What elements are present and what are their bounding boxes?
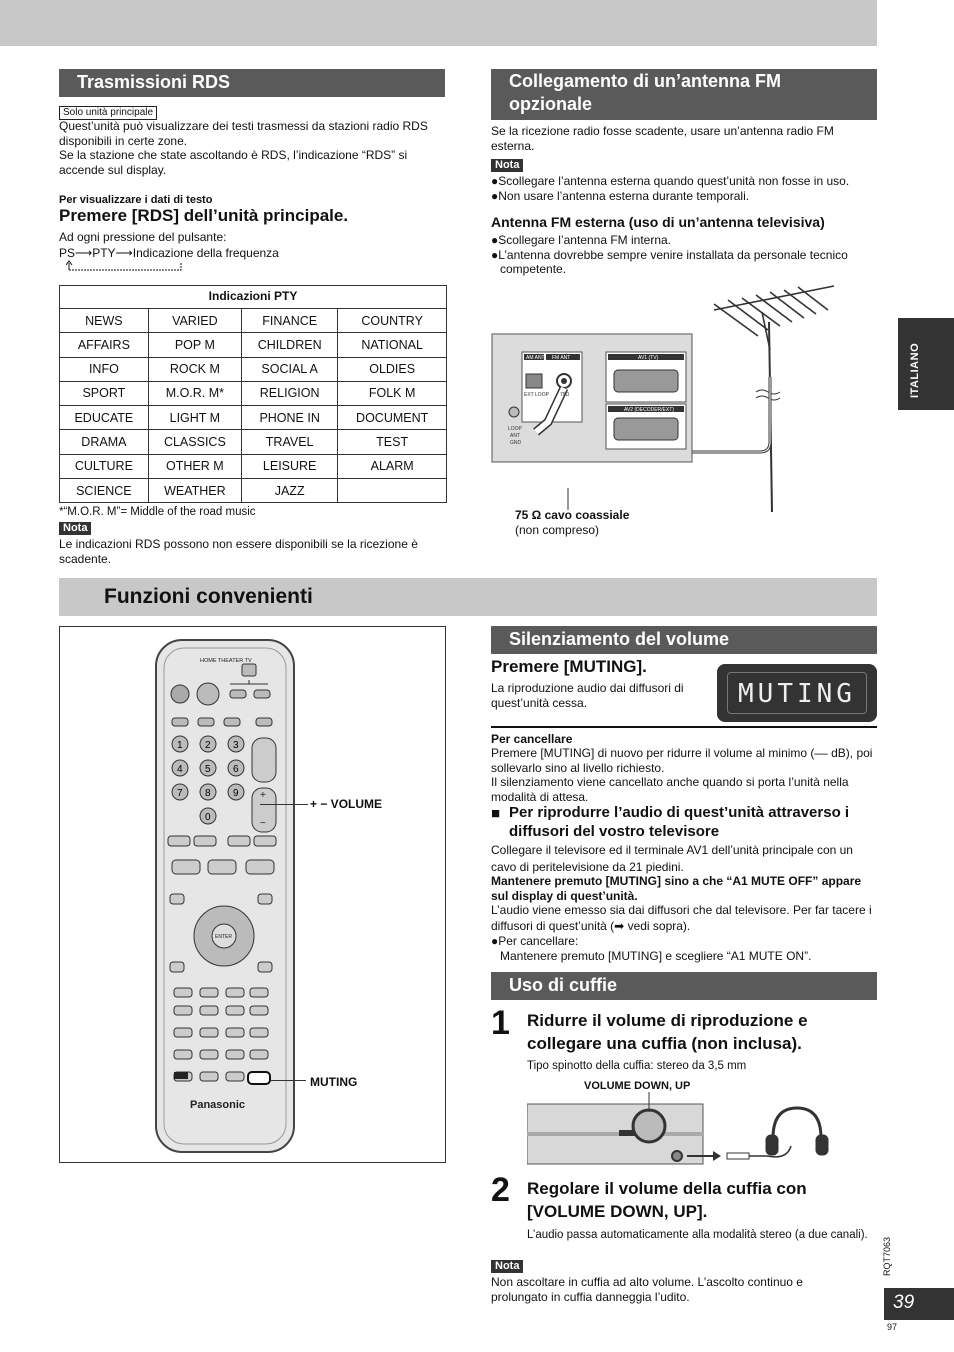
- remote-digit-label: 8: [205, 788, 211, 799]
- svg-text:−: −: [260, 818, 266, 829]
- ant-label: ANT: [510, 433, 520, 439]
- step1-number: 1: [491, 1004, 510, 1042]
- volume-callout-line: [260, 804, 308, 805]
- headphone-jack-icon: [672, 1151, 682, 1161]
- tv-text2: L’audio viene emesso sia dai diffusori che dal televisore. Per far tacere i diffusori di quest’unità (➡ vedi sopra).: [491, 903, 872, 933]
- pty-table: [59, 285, 447, 503]
- small-page-number: 97: [887, 1322, 898, 1332]
- fm-nota-badge: Nota: [491, 157, 523, 173]
- language-tab: ITALIANO: [898, 318, 954, 410]
- remote-small-button: [250, 1028, 268, 1037]
- loop-label: LOOP: [508, 426, 522, 432]
- muting-header: Silenziamento del volume: [491, 626, 877, 654]
- remote-enter-label: ENTER: [215, 934, 232, 940]
- pty-cell: EDUCATE: [60, 406, 149, 430]
- square-bullet-icon: ■: [491, 805, 501, 822]
- tv-bold: Mantenere premuto [MUTING] sino a che “A1 MUTE OFF” appare sul display di quest’unità.: [491, 874, 862, 903]
- step1-note: Tipo spinotto della cuffia: stereo da 3,5 mm: [527, 1060, 747, 1072]
- fm-intro: Se la ricezione radio fosse scadente, usare un’antenna radio FM esterna.: [491, 124, 834, 153]
- remote-brand: Panasonic: [190, 1099, 246, 1111]
- rds-nota-text: Le indicazioni RDS possono non essere disponibili se la ricezione è scadente.: [59, 537, 418, 566]
- pty-row: [60, 357, 447, 381]
- remote-digit-label: 0: [205, 812, 211, 823]
- remote-digit-label: 1: [177, 740, 183, 751]
- muting-desc: La riproduzione audio dai diffusori di quest’unità cessa.: [491, 681, 684, 710]
- remote-digit-label: 3: [233, 740, 239, 751]
- page-number: 39: [884, 1288, 954, 1320]
- fm-ant-label: FM ANT: [552, 355, 571, 361]
- muting-callout-line: [270, 1080, 306, 1081]
- tv-antenna-icon: [714, 286, 834, 512]
- remote-digit-label: 4: [177, 764, 183, 775]
- pty-cell: SPORT: [60, 381, 149, 405]
- remote-ht-label: HOME THEATER TV: [200, 658, 252, 664]
- step1-text: Ridurre il volume di riproduzione e collegare una cuffia (non inclusa).: [527, 1011, 808, 1053]
- rds-intro: Quest’unità può visualizzare dei testi trasmessi da stazioni radio RDS disponibili in certe zone. Se la stazione che state ascoltando è RDS, l’indicazione “RDS” si accende sul display.: [59, 119, 428, 177]
- cycle-arrow-icon: [66, 260, 184, 272]
- tv-title: Per riprodurre l’audio di quest’unità attraverso i diffusori del vostro televisore: [509, 804, 850, 840]
- step2-text: Regolare il volume della cuffia con [VOLUME DOWN, UP].: [527, 1179, 807, 1221]
- remote-small-button: [174, 988, 192, 997]
- remote-small-button: [200, 1072, 218, 1081]
- pty-row: [60, 430, 447, 454]
- remote-digit-label: 9: [233, 788, 239, 799]
- pty-cell: ROCK M: [148, 357, 241, 381]
- pty-cell: JAZZ: [242, 479, 338, 503]
- pty-cell: CLASSICS: [148, 430, 241, 454]
- rds-press: Premere [RDS] dell’unità principale.: [59, 206, 349, 225]
- remote-small-button: [226, 1072, 244, 1081]
- fm-antenna-diagram: [488, 282, 880, 512]
- pty-cell: SOCIAL A: [242, 357, 338, 381]
- pty-cell: TRAVEL: [242, 430, 338, 454]
- remote-small-button: [174, 1006, 192, 1015]
- pty-cell: TEST: [338, 430, 447, 454]
- cancel-text: Premere [MUTING] di nuovo per ridurre il volume al minimo (–– dB), poi sollevarlo sino al livello richiesto. Il silenziamento viene cancellato anche quando si porta l’unità nella modalità di attesa.: [491, 746, 873, 804]
- rds-tag: Solo unità principale: [59, 104, 157, 120]
- rds-cycle: PS⟶PTY⟶Indicazione della frequenza: [59, 246, 279, 260]
- pty-cell: M.O.R. M*: [148, 381, 241, 405]
- pty-row: [60, 454, 447, 478]
- remote-digit-label: 5: [205, 764, 211, 775]
- pty-cell: DOCUMENT: [338, 406, 447, 430]
- pty-cell: NATIONAL: [338, 333, 447, 357]
- remote-small-button: [226, 1028, 244, 1037]
- muting-display: MUTING: [717, 664, 877, 722]
- cuffie-nota-text: Non ascoltare in cuffia ad alto volume. L’ascolto continuo e prolungato in cuffia danneggia l’udito.: [491, 1275, 803, 1304]
- remote-small-button: [200, 1050, 218, 1059]
- tv-cancel: ●Per cancellare: Mantenere premuto [MUTING] e scegliere “A1 MUTE ON”.: [491, 934, 812, 963]
- muting-press: Premere [MUTING].: [491, 657, 647, 676]
- pty-cell: WEATHER: [148, 479, 241, 503]
- remote-digit-label: 2: [205, 740, 211, 751]
- step2-note: L’audio passa automaticamente alla modalità stereo (a due canali).: [527, 1229, 868, 1241]
- fm-sub: Antenna FM esterna (uso di un’antenna televisiva): [491, 214, 825, 230]
- rds-sub: Per visualizzare i dati di testo: [59, 194, 213, 206]
- remote-small-button: [200, 988, 218, 997]
- top-banner: [0, 0, 877, 46]
- pty-cell: POP M: [148, 333, 241, 357]
- rds-header: Trasmissioni RDS: [59, 69, 445, 97]
- pty-row: [60, 381, 447, 405]
- remote-small-button: [226, 1006, 244, 1015]
- pty-cell: ALARM: [338, 454, 447, 478]
- fm-header: Collegamento di un’antenna FM opzionale: [491, 69, 877, 120]
- ext-label: EXT LOOP: [524, 392, 549, 398]
- tv-text: Collegare il televisore ed il terminale AV1 dell’unità principale con un cavo di peritelevisione da 21 piedini.: [491, 843, 853, 874]
- pty-cell: AFFAIRS: [60, 333, 149, 357]
- muting-divider: [491, 726, 877, 728]
- headphones-diagram: [527, 1090, 879, 1170]
- pty-cell: NEWS: [60, 309, 149, 333]
- pty-table-header: Indicazioni PTY: [60, 286, 447, 309]
- remote-small-button: [174, 1050, 192, 1059]
- am-ant-label: AM ANT: [526, 355, 545, 361]
- remote-digit-label: 6: [233, 764, 239, 775]
- pty-row: [60, 309, 447, 333]
- fm-bullets: ●Scollegare l’antenna esterna quando quest’unità non fosse in uso. ●Non usare l’antenna esterna durante temporali.: [491, 174, 850, 203]
- remote-small-button: [250, 988, 268, 997]
- pty-cell: LIGHT M: [148, 406, 241, 430]
- ohm-label: 75Ω: [560, 392, 570, 398]
- av1-label: AV1 (TV): [638, 355, 659, 361]
- pty-cell: PHONE IN: [242, 406, 338, 430]
- cuffie-header: Uso di cuffie: [491, 972, 877, 1000]
- remote-small-button: [200, 1006, 218, 1015]
- funzioni-title: Funzioni convenienti: [104, 585, 313, 608]
- pty-cell: FINANCE: [242, 309, 338, 333]
- pty-cell: CHILDREN: [242, 333, 338, 357]
- pty-cell: RELIGION: [242, 381, 338, 405]
- fm-bullets-2: ●Scollegare l’antenna FM interna. ●L’antenna dovrebbe sempre venire installata da personale tecnico competente.: [491, 233, 848, 276]
- remote-small-button: [250, 1006, 268, 1015]
- pty-cell: CULTURE: [60, 454, 149, 478]
- cancel-title: Per cancellare: [491, 732, 573, 746]
- headphones-icon: [767, 1108, 827, 1154]
- remote-control-illustration: [150, 636, 300, 1156]
- pty-cell: FOLK M: [338, 381, 447, 405]
- pty-cell: VARIED: [148, 309, 241, 333]
- rds-each: Ad ogni pressione del pulsante:: [59, 230, 227, 244]
- gnd-label: GND: [510, 440, 522, 446]
- pty-cell: OTHER M: [148, 454, 241, 478]
- pty-cell: COUNTRY: [338, 309, 447, 333]
- pty-footnote: *“M.O.R. M”= Middle of the road music: [59, 506, 256, 518]
- svg-text:+: +: [260, 790, 266, 801]
- pty-cell: OLDIES: [338, 357, 447, 381]
- volume-callout: + − VOLUME: [310, 797, 383, 811]
- rds-nota-badge: Nota: [59, 520, 91, 536]
- pty-row: [60, 406, 447, 430]
- pty-row: [60, 479, 447, 503]
- pty-cell: SCIENCE: [60, 479, 149, 503]
- remote-small-button: [174, 1028, 192, 1037]
- cuffie-nota-badge: Nota: [491, 1258, 523, 1274]
- remote-small-button: [226, 1050, 244, 1059]
- fm-cable-label: 75 Ω cavo coassiale (non compreso): [515, 508, 630, 537]
- step2-number: 2: [491, 1171, 510, 1209]
- volume-knob-icon: [633, 1110, 665, 1142]
- remote-small-button: [200, 1028, 218, 1037]
- remote-small-button: [226, 988, 244, 997]
- volume-down-up-label: VOLUME DOWN, UP: [584, 1080, 691, 1092]
- remote-digit-label: 7: [177, 788, 183, 799]
- pty-row: [60, 333, 447, 357]
- pty-cell: INFO: [60, 357, 149, 381]
- muting-callout: MUTING: [310, 1075, 358, 1089]
- remote-small-button: [250, 1050, 268, 1059]
- model-code: RQT7063: [882, 1236, 892, 1276]
- pty-cell: LEISURE: [242, 454, 338, 478]
- av2-label: AV2 (DECODER/EXT): [624, 407, 674, 413]
- pty-cell: [338, 479, 447, 503]
- pty-cell: DRAMA: [60, 430, 149, 454]
